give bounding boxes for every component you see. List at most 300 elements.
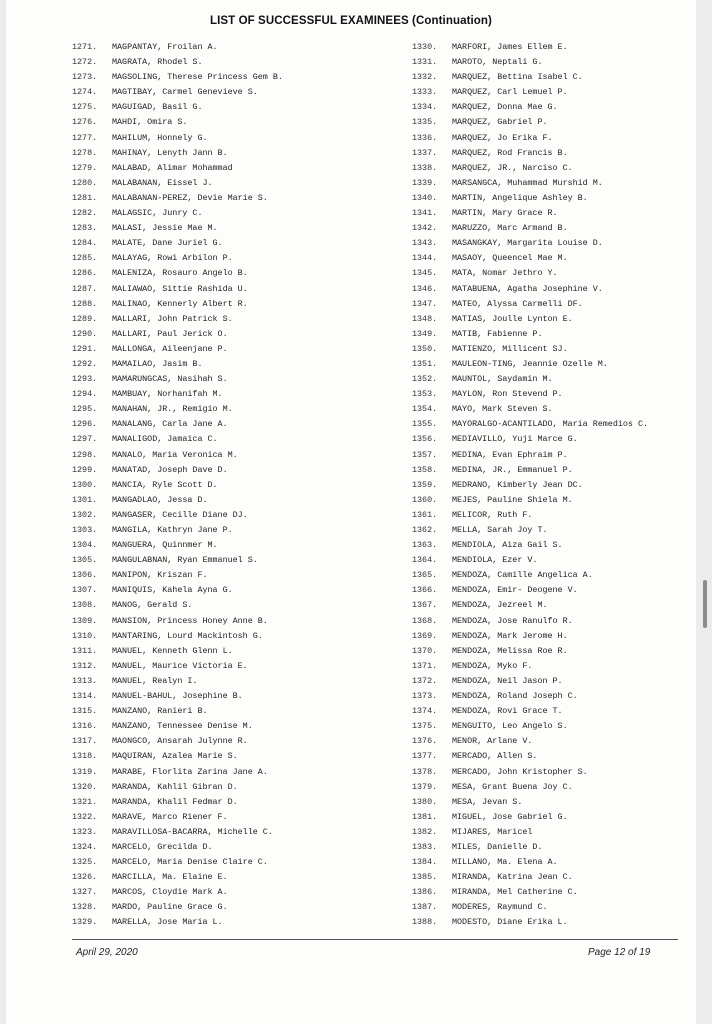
- examinee-name: MALASI, Jessie Mae M.: [112, 223, 218, 234]
- list-item: [412, 885, 648, 900]
- examinee-name: MALINAO, Kennerly Albert R.: [112, 298, 248, 309]
- examinee-name: MARUZZO, Marc Armand B.: [452, 223, 568, 234]
- examinee-number: 1325.: [72, 857, 98, 868]
- examinee-name: MIGUEL, Jose Gabriel G.: [452, 811, 568, 822]
- list-item: [72, 70, 283, 85]
- examinee-name: MAGSOLING, Therese Princess Gem B.: [112, 72, 283, 83]
- examinee-number: 1359.: [412, 479, 438, 490]
- examinee-name: MATEO, Alyssa Carmelli DF.: [452, 298, 583, 309]
- examinee-name: MARQUEZ, Donna Mae G.: [452, 102, 558, 113]
- examinee-name: MEDINA, JR., Emmanuel P.: [452, 464, 573, 475]
- page-title: LIST OF SUCCESSFUL EXAMINEES (Continuation): [209, 15, 492, 27]
- examinee-number: 1362.: [412, 525, 438, 535]
- list-item: [72, 372, 283, 387]
- list-item: [412, 55, 648, 70]
- examinee-name: MALABANAN, Eissel J.: [112, 177, 213, 188]
- examinee-name: MANATAD, Joseph Dave D.: [112, 464, 228, 475]
- examinee-name: MARQUEZ, Gabriel P.: [452, 117, 548, 128]
- list-item: [72, 221, 283, 236]
- examinee-name: MANGADLAO, Jessa D.: [112, 494, 208, 505]
- list-item: [412, 855, 648, 870]
- list-item: [412, 810, 648, 825]
- examinee-number: 1274.: [72, 87, 98, 98]
- examinee-number: 1301.: [72, 494, 98, 505]
- list-item: [72, 387, 283, 402]
- list-item: [72, 704, 283, 719]
- list-item: [72, 659, 283, 674]
- list-item: [412, 131, 648, 146]
- examinee-number: 1275.: [72, 102, 98, 113]
- list-item: [412, 840, 648, 855]
- examinee-name: MELLA, Sarah Joy T.: [452, 525, 548, 535]
- list-item: [72, 131, 283, 146]
- examinee-number: 1342.: [412, 223, 438, 234]
- examinee-name: MARCILLA, Ma. Elaine E.: [112, 872, 228, 883]
- examinee-number: 1283.: [72, 223, 98, 234]
- list-item: [72, 553, 283, 568]
- examinee-number: 1317.: [72, 736, 98, 747]
- list-item: [412, 161, 648, 176]
- list-item: [72, 206, 283, 221]
- examinee-name: MAQUIRAN, Azalea Marie S.: [112, 751, 238, 762]
- examinee-number: 1302.: [72, 509, 98, 520]
- list-item: [72, 644, 283, 659]
- list-item: [412, 417, 648, 432]
- scrollbar-thumb[interactable]: [703, 580, 707, 628]
- list-item: [72, 327, 283, 342]
- examinee-name: MENGUITO, Leo Angelo S.: [452, 721, 568, 732]
- examinee-name: MANIPON, Kriszan F.: [112, 570, 208, 581]
- examinee-number: 1386.: [412, 887, 438, 898]
- examinee-number: 1363.: [412, 540, 438, 551]
- examinee-name: MENDOZA, Neil Jason P.: [452, 675, 563, 686]
- list-item: [412, 568, 648, 583]
- examinee-name: MARQUEZ, JR., Narciso C.: [452, 162, 573, 173]
- examinee-number: 1271.: [72, 42, 98, 52]
- examinee-name: MAYORALGO-ACANTILADO, Maria Remedios C.: [452, 419, 649, 430]
- examinee-number: 1273.: [72, 72, 98, 83]
- examinee-name: MENDIOLA, Ezer V.: [452, 555, 538, 566]
- list-item: [72, 825, 283, 840]
- examinee-number: 1387.: [412, 902, 438, 913]
- examinee-name: MAGRATA, Rhodel S.: [112, 57, 203, 68]
- examinee-name: MAHINAY, Lenyth Jann B.: [112, 147, 228, 158]
- list-item: [412, 327, 648, 342]
- examinee-name: MENOR, Arlane V.: [452, 736, 533, 747]
- list-item: [412, 432, 648, 447]
- examinee-name: MIJARES, Maricel: [452, 826, 533, 837]
- examinee-number: 1376.: [412, 736, 438, 747]
- examinee-name: MAGTIBAY, Carmel Genevieve S.: [112, 87, 258, 98]
- list-item: [412, 644, 648, 659]
- list-item: [412, 297, 648, 312]
- examinee-name: MENDOZA, Camille Angelica A.: [452, 570, 593, 581]
- examinee-number: 1370.: [412, 645, 438, 656]
- list-item: [72, 765, 283, 780]
- examinee-number: 1339.: [412, 177, 438, 188]
- examinee-number: 1350.: [412, 343, 438, 354]
- list-item: [72, 583, 283, 598]
- list-item: [412, 70, 648, 85]
- list-item: [412, 342, 648, 357]
- examinee-name: MANUEL, Kenneth Glenn L.: [112, 645, 233, 656]
- examinee-number: 1361.: [412, 509, 438, 520]
- list-item: [72, 478, 283, 493]
- examinee-number: 1295.: [72, 404, 98, 415]
- examinee-name: MANIQUIS, Kahela Ayna G.: [112, 585, 233, 596]
- examinee-name: MALAYAG, Rowi Arbilon P.: [112, 253, 233, 264]
- list-item: [72, 523, 283, 538]
- examinee-number: 1373.: [412, 691, 438, 702]
- examinee-number: 1352.: [412, 374, 438, 385]
- examinee-number: 1320.: [72, 781, 98, 792]
- list-item: [72, 100, 283, 115]
- examinee-name: MAYLON, Ron Stevend P.: [452, 389, 563, 400]
- examinee-number: 1333.: [412, 87, 438, 98]
- examinee-number: 1306.: [72, 570, 98, 581]
- examinee-number: 1340.: [412, 192, 438, 203]
- examinee-name: MENDOZA, Jose Ranulfo R.: [452, 615, 573, 626]
- examinee-name: MARAVILLOSA-BACARRA, Michelle C.: [112, 826, 273, 837]
- examinee-number: 1315.: [72, 706, 98, 717]
- examinee-number: 1280.: [72, 177, 98, 188]
- examinee-name: MARELLA, Jose Maria L.: [112, 917, 223, 928]
- examinee-number: 1284.: [72, 238, 98, 249]
- examinee-number: 1289.: [72, 313, 98, 324]
- footer-date: April 29, 2020: [76, 947, 138, 958]
- list-item: [412, 765, 648, 780]
- list-item: [72, 297, 283, 312]
- examinee-name: MANGUERA, Quinnmer M.: [112, 540, 218, 551]
- list-item: [412, 870, 648, 885]
- examinee-number: 1375.: [412, 721, 438, 732]
- list-item: [412, 508, 648, 523]
- examinee-name: MARABE, Florlita Zarina Jane A.: [112, 766, 268, 777]
- list-item: [412, 372, 648, 387]
- list-item: [412, 915, 648, 930]
- examinee-number: 1329.: [72, 917, 98, 928]
- examinee-name: MARTIN, Mary Grace R.: [452, 208, 558, 219]
- examinee-name: MENDOZA, Melissa Roe R.: [452, 645, 568, 656]
- examinee-number: 1348.: [412, 313, 438, 324]
- examinee-name: MODESTO, Diane Erika L.: [452, 917, 568, 928]
- examinee-number: 1371.: [412, 660, 438, 671]
- examinee-name: MENDOZA, Myko F.: [452, 660, 533, 671]
- examinee-number: 1345.: [412, 268, 438, 279]
- list-item: [72, 417, 283, 432]
- list-item: [72, 266, 283, 281]
- examinee-name: MARTIN, Angelique Ashley B.: [452, 192, 588, 203]
- examinee-number: 1319.: [72, 766, 98, 777]
- list-item: [412, 689, 648, 704]
- list-item: [412, 493, 648, 508]
- examinee-number: 1379.: [412, 781, 438, 792]
- examinee-number: 1365.: [412, 570, 438, 581]
- examinee-number: 1312.: [72, 660, 98, 671]
- examinee-name: MENDOZA, Mark Jerome H.: [452, 630, 568, 641]
- examinee-number: 1288.: [72, 298, 98, 309]
- examinee-number: 1321.: [72, 796, 98, 807]
- examinee-name: MENDOZA, Emir- Deogene V.: [452, 585, 578, 596]
- list-item: [412, 704, 648, 719]
- examinee-number: 1327.: [72, 887, 98, 898]
- examinee-number: 1318.: [72, 751, 98, 762]
- list-item: [412, 734, 648, 749]
- list-item: [72, 855, 283, 870]
- list-item: [72, 629, 283, 644]
- examinee-name: MANALIGOD, Jamaica C.: [112, 434, 218, 445]
- examinee-number: 1336.: [412, 132, 438, 143]
- examinee-number: 1286.: [72, 268, 98, 279]
- examinee-name: MARANDA, Khalil Fedmar D.: [112, 796, 238, 807]
- examinee-name: MENDIOLA, Aiza Gail S.: [452, 540, 563, 551]
- examinee-number: 1272.: [72, 57, 98, 68]
- examinee-number: 1299.: [72, 464, 98, 475]
- examinee-number: 1310.: [72, 630, 98, 641]
- list-item: [72, 146, 283, 161]
- examinee-number: 1383.: [412, 841, 438, 852]
- examinee-number: 1366.: [412, 585, 438, 596]
- examinee-name: MALLONGA, Aileenjane P.: [112, 343, 228, 354]
- examinee-name: MILES, Danielle D.: [452, 841, 543, 852]
- examinee-number: 1303.: [72, 525, 98, 535]
- examinee-number: 1368.: [412, 615, 438, 626]
- list-item: [72, 614, 283, 629]
- examinee-number: 1293.: [72, 374, 98, 385]
- list-item: [72, 115, 283, 130]
- examinee-number: 1314.: [72, 691, 98, 702]
- examinee-name: MALABANAN-PEREZ, Devie Marie S.: [112, 192, 268, 203]
- examinee-number: 1381.: [412, 811, 438, 822]
- examinee-number: 1328.: [72, 902, 98, 913]
- list-item: [412, 614, 648, 629]
- examinee-name: MARSANGCA, Muhammad Murshid M.: [452, 177, 603, 188]
- examinee-name: MARAVE, Marco Riener F.: [112, 811, 228, 822]
- list-item: [72, 161, 283, 176]
- examinee-name: MANUEL-BAHUL, Josephine B.: [112, 691, 243, 702]
- examinee-name: MAMBUAY, Norhanifah M.: [112, 389, 223, 400]
- list-item: [412, 478, 648, 493]
- examinee-name: MENDOZA, Rovi Grace T.: [452, 706, 563, 717]
- list-item: [72, 493, 283, 508]
- examinee-number: 1347.: [412, 298, 438, 309]
- list-item: [412, 146, 648, 161]
- list-item: [412, 282, 648, 297]
- list-item: [72, 448, 283, 463]
- examinee-number: 1300.: [72, 479, 98, 490]
- examinee-number: 1364.: [412, 555, 438, 566]
- examinee-name: MANOG, Gerald S.: [112, 600, 193, 611]
- footer-page-number: Page 12 of 19: [588, 947, 651, 958]
- examinee-name: MANTARING, Lourd Mackintosh G.: [112, 630, 263, 641]
- examinee-number: 1309.: [72, 615, 98, 626]
- examinee-name: MARFORI, James Ellem E.: [452, 42, 568, 52]
- examinee-name: MENDOZA, Jezreel M.: [452, 600, 548, 611]
- list-item: [412, 795, 648, 810]
- list-item: [72, 85, 283, 100]
- examinee-number: 1384.: [412, 857, 438, 868]
- examinee-name: MASANGKAY, Margarita Louise D.: [452, 238, 603, 249]
- examinee-name: MANUEL, Realyn I.: [112, 675, 198, 686]
- list-item: [412, 266, 648, 281]
- examinee-name: MATA, Nomar Jethro Y.: [452, 268, 558, 279]
- examinee-name: MANALO, Maria Veronica M.: [112, 449, 238, 460]
- examinee-name: MANGASER, Cecille Diane DJ.: [112, 509, 248, 520]
- examinee-name: MEDRANO, Kimberly Jean DC.: [452, 479, 583, 490]
- examinee-name: MEJES, Pauline Shiela M.: [452, 494, 573, 505]
- examinee-number: 1354.: [412, 404, 438, 415]
- list-item: [412, 40, 648, 55]
- list-item: [412, 221, 648, 236]
- examinee-number: 1307.: [72, 585, 98, 596]
- examinee-number: 1385.: [412, 872, 438, 883]
- examinee-name: MALENIZA, Rosauro Angelo B.: [112, 268, 248, 279]
- examinee-number: 1357.: [412, 449, 438, 460]
- examinee-number: 1341.: [412, 208, 438, 219]
- examinee-name: MARCOS, Cloydie Mark A.: [112, 887, 228, 898]
- document-page: [6, 0, 696, 1024]
- list-item: [412, 176, 648, 191]
- list-item: [412, 598, 648, 613]
- examinee-number: 1326.: [72, 872, 98, 883]
- examinee-number: 1316.: [72, 721, 98, 732]
- examinee-number: 1305.: [72, 555, 98, 566]
- list-item: [72, 251, 283, 266]
- examinee-number: 1344.: [412, 253, 438, 264]
- list-item: [72, 282, 283, 297]
- list-item: [72, 538, 283, 553]
- list-item: [412, 100, 648, 115]
- list-item: [72, 885, 283, 900]
- examinee-number: 1278.: [72, 147, 98, 158]
- examinee-number: 1338.: [412, 162, 438, 173]
- examinee-number: 1323.: [72, 826, 98, 837]
- examinee-name: MELICOR, Ruth F.: [452, 509, 533, 520]
- examinee-number: 1372.: [412, 675, 438, 686]
- list-item: [72, 810, 283, 825]
- list-item: [412, 749, 648, 764]
- list-item: [412, 659, 648, 674]
- examinee-name: MATABUENA, Agatha Josephine V.: [452, 283, 603, 294]
- examinee-name: MESA, Grant Buena Joy C.: [452, 781, 573, 792]
- examinee-name: MARQUEZ, Carl Lemuel P.: [452, 87, 568, 98]
- list-item: [412, 719, 648, 734]
- list-item: [72, 719, 283, 734]
- list-item: [412, 523, 648, 538]
- list-item: [412, 357, 648, 372]
- examinee-name: MARDO, Pauline Grace G.: [112, 902, 228, 913]
- list-item: [72, 689, 283, 704]
- list-item: [72, 568, 283, 583]
- examinee-number: 1292.: [72, 358, 98, 369]
- examinee-number: 1296.: [72, 419, 98, 430]
- examinee-name: MALATE, Dane Juriel G.: [112, 238, 223, 249]
- examinee-number: 1351.: [412, 358, 438, 369]
- list-item: [412, 780, 648, 795]
- examinee-name: MATIENZO, Millicent SJ.: [452, 343, 568, 354]
- list-item: [412, 206, 648, 221]
- examinee-name: MANGULABNAN, Ryan Emmanuel S.: [112, 555, 258, 566]
- examinee-name: MARCELO, Maria Denise Claire C.: [112, 857, 268, 868]
- examinee-name: MAGPANTAY, Froilan A.: [112, 42, 218, 52]
- list-item: [412, 236, 648, 251]
- list-item: [412, 115, 648, 130]
- list-item: [412, 387, 648, 402]
- list-item: [412, 312, 648, 327]
- list-item: [412, 629, 648, 644]
- examinee-name: MARANDA, Kahlil Gibran D.: [112, 781, 238, 792]
- examinee-name: MODERES, Raymund C.: [452, 902, 548, 913]
- list-item: [412, 825, 648, 840]
- examinee-number: 1331.: [412, 57, 438, 68]
- examinee-name: MESA, Jevan S.: [452, 796, 523, 807]
- examinee-number: 1287.: [72, 283, 98, 294]
- examinee-name: MASAOY, Queencel Mae M.: [452, 253, 568, 264]
- examinee-name: MIRANDA, Katrina Jean C.: [452, 872, 573, 883]
- list-item: [72, 342, 283, 357]
- list-item: [72, 749, 283, 764]
- examinee-name: MANZANO, Tennessee Denise M.: [112, 721, 253, 732]
- examinee-name: MERCADO, John Kristopher S.: [452, 766, 588, 777]
- examinee-number: 1353.: [412, 389, 438, 400]
- examinee-name: MARQUEZ, Rod Francis B.: [452, 147, 568, 158]
- examinee-name: MAGUIGAD, Basil G.: [112, 102, 203, 113]
- examinee-number: 1374.: [412, 706, 438, 717]
- list-item: [412, 191, 648, 206]
- examinee-number: 1358.: [412, 464, 438, 475]
- examinee-name: MAULEON-TING, Jeannie Ozelle M.: [452, 358, 608, 369]
- examinee-list-right: [412, 40, 648, 931]
- examinee-number: 1330.: [412, 42, 438, 52]
- examinee-name: MARCELO, Grecilda D.: [112, 841, 213, 852]
- examinee-number: 1282.: [72, 208, 98, 219]
- list-item: [72, 598, 283, 613]
- examinee-number: 1281.: [72, 192, 98, 203]
- examinee-number: 1276.: [72, 117, 98, 128]
- examinee-number: 1377.: [412, 751, 438, 762]
- list-item: [412, 538, 648, 553]
- examinee-number: 1324.: [72, 841, 98, 852]
- examinee-name: MEDIAVILLO, Yuji Marce G.: [452, 434, 578, 445]
- list-item: [412, 583, 648, 598]
- examinee-number: 1313.: [72, 675, 98, 686]
- examinee-list-left: [72, 40, 283, 931]
- examinee-number: 1279.: [72, 162, 98, 173]
- examinee-name: MATIB, Fabienne P.: [452, 328, 543, 339]
- list-item: [72, 312, 283, 327]
- examinee-name: MAONGCO, Ansarah Julynne R.: [112, 736, 248, 747]
- examinee-number: 1367.: [412, 600, 438, 611]
- examinee-name: MAHILUM, Honnely G.: [112, 132, 208, 143]
- footer-divider: [72, 939, 678, 940]
- list-item: [72, 870, 283, 885]
- examinee-number: 1349.: [412, 328, 438, 339]
- examinee-name: MAYO, Mark Steven S.: [452, 404, 553, 415]
- examinee-name: MARQUEZ, Jo Erika F.: [452, 132, 553, 143]
- examinee-number: 1277.: [72, 132, 98, 143]
- examinee-number: 1322.: [72, 811, 98, 822]
- examinee-name: MALLARI, John Patrick S.: [112, 313, 233, 324]
- examinee-name: MANUEL, Maurice Victoria E.: [112, 660, 248, 671]
- examinee-number: 1382.: [412, 826, 438, 837]
- list-item: [72, 780, 283, 795]
- examinee-name: MANAHAN, JR., Remigio M.: [112, 404, 233, 415]
- examinee-number: 1294.: [72, 389, 98, 400]
- examinee-name: MAUNTOL, Saydamin M.: [452, 374, 553, 385]
- examinee-number: 1335.: [412, 117, 438, 128]
- list-item: [72, 40, 283, 55]
- list-item: [412, 448, 648, 463]
